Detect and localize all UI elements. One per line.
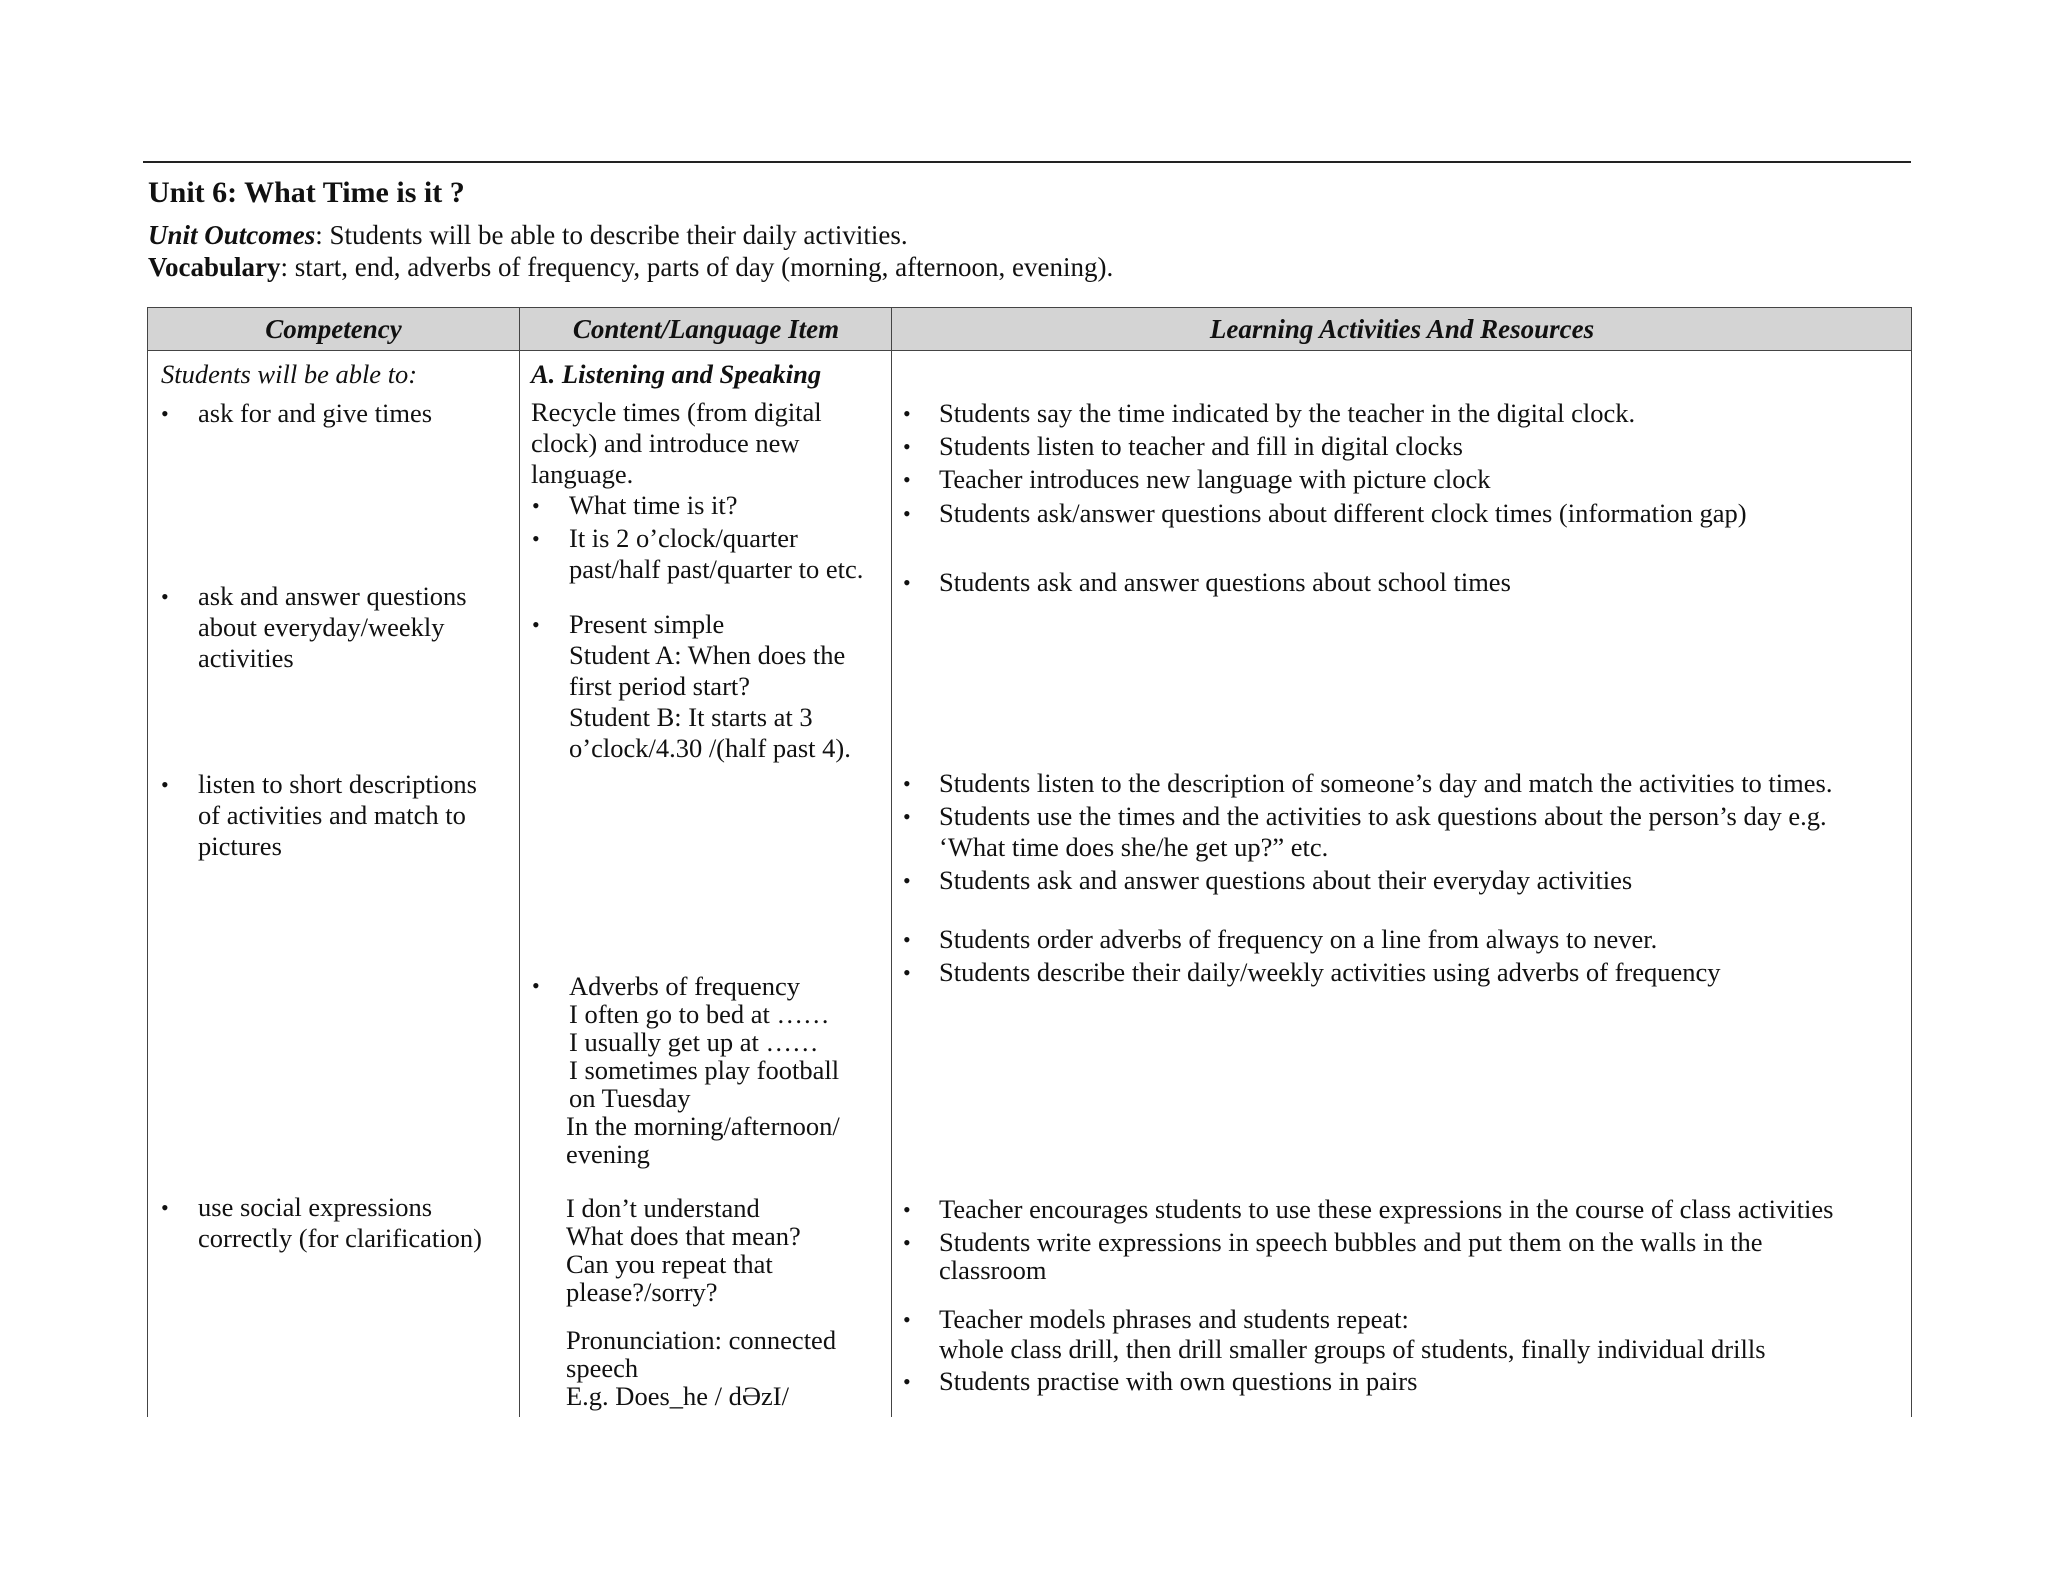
bullet: • <box>903 1197 911 1222</box>
vocab-label: Vocabulary <box>148 252 281 282</box>
competency-social-line1: use social expressions <box>198 1192 433 1222</box>
content-oclock-line2: past/half past/quarter to etc. <box>569 554 864 584</box>
competency-everyday-line1: ask and answer questions <box>198 581 467 611</box>
content-student-b-line2: o’clock/4.30 /(half past 4). <box>569 733 851 763</box>
bullet: • <box>532 493 540 518</box>
bullet: • <box>161 772 169 797</box>
bullet: • <box>903 1307 911 1332</box>
activity-speech-bubbles-line2: classroom <box>939 1255 1047 1285</box>
competency-listen-line1: listen to short descriptions <box>198 769 477 799</box>
bullet: • <box>903 570 911 595</box>
competency-listen-line3: pictures <box>198 831 282 861</box>
content-present-simple: Present simple <box>569 609 725 639</box>
bullet: • <box>903 868 911 893</box>
activity-order-adverbs: Students order adverbs of frequency on a line from always to never. <box>939 924 1658 954</box>
bullet: • <box>903 1369 911 1394</box>
header-competency: Competency <box>265 314 402 344</box>
bullet: • <box>903 1230 911 1255</box>
bullet: • <box>903 927 911 952</box>
unit-title: Unit 6: What Time is it ? <box>148 176 465 209</box>
activity-speech-bubbles-line1: Students write expressions in speech bubbles and put them on the walls in the <box>939 1227 1763 1257</box>
activity-say-time: Students say the time indicated by the teacher in the digital clock. <box>939 398 1636 428</box>
vocabulary <box>148 252 1113 283</box>
social-expr-line1: I don’t understand <box>566 1193 760 1223</box>
bullet: • <box>161 584 169 609</box>
activity-use-times-line1: Students use the times and the activities to ask questions about the person’s day e.g. <box>939 801 1827 831</box>
bullet: • <box>532 973 540 998</box>
top-rule <box>143 161 1911 163</box>
competency-listen-line2: of activities and match to <box>198 800 466 830</box>
activity-fill-clocks: Students listen to teacher and fill in digital clocks <box>939 431 1463 461</box>
content-oclock-line1: It is 2 o’clock/quarter <box>569 523 798 553</box>
competency-ask-give-times: ask for and give times <box>198 398 433 428</box>
column-divider-1 <box>519 307 520 1417</box>
bullet: • <box>903 960 911 985</box>
bullet: • <box>903 501 911 526</box>
content-adverbs-sometimes: I sometimes play football <box>569 1055 840 1085</box>
competency-everyday-line3: activities <box>198 643 294 673</box>
bullet: • <box>903 467 911 492</box>
bullet: • <box>903 434 911 459</box>
table-border-left <box>147 307 148 1417</box>
content-morning-line1: In the morning/afternoon/ <box>566 1111 840 1141</box>
social-expr-line2: What does that mean? <box>566 1221 801 1251</box>
content-morning-line2: evening <box>566 1139 650 1169</box>
curriculum-table <box>147 307 1912 1417</box>
competency-intro: Students will be able to: <box>161 359 418 389</box>
activity-school-times: Students ask and answer questions about school times <box>939 567 1511 597</box>
recycle-line1: Recycle times (from digital <box>531 397 822 427</box>
column-divider-2 <box>891 307 892 1417</box>
content-adverbs: Adverbs of frequency <box>569 971 801 1001</box>
content-student-a-line1: Student A: When does the <box>569 640 846 670</box>
social-expr-line3: Can you repeat that <box>566 1249 773 1279</box>
bullet: • <box>903 804 911 829</box>
activity-picture-clock: Teacher introduces new language with picture clock <box>939 464 1491 494</box>
activity-practise-pairs: Students practise with own questions in pairs <box>939 1366 1418 1396</box>
content-student-a-line2: first period start? <box>569 671 751 701</box>
social-expr-line4: please?/sorry? <box>566 1277 718 1307</box>
content-adverbs-often: I often go to bed at …… <box>569 999 830 1029</box>
activity-encourage-expressions: Teacher encourages students to use these expressions in the course of class activities <box>939 1194 1834 1224</box>
header-content: Content/Language Item <box>572 314 840 344</box>
activity-describe-weekly: Students describe their daily/weekly activities using adverbs of frequency <box>939 957 1721 987</box>
bullet: • <box>532 612 540 637</box>
bullet: • <box>903 401 911 426</box>
activity-models-phrases-line2: whole class drill, then drill smaller groups of students, finally individual drills <box>939 1334 1766 1364</box>
content-student-b-line1: Student B: It starts at 3 <box>569 702 813 732</box>
pronunciation-line2: speech <box>566 1353 639 1383</box>
activity-listen-description: Students listen to the description of someone’s day and match the activities to times. <box>939 768 1833 798</box>
outcomes-label: Unit Outcomes <box>148 220 316 250</box>
recycle-line3: language. <box>531 459 634 489</box>
pronunciation-line3: E.g. Does_he / dƏzI/ <box>566 1381 789 1411</box>
content-adverbs-usually: I usually get up at …… <box>569 1027 819 1057</box>
table-border-right <box>1911 307 1912 1417</box>
competency-everyday-line2: about everyday/weekly <box>198 612 445 642</box>
section-listening-speaking: A. Listening and Speaking <box>531 359 822 389</box>
outcomes-text: : Students will be able to describe their daily activities. <box>315 220 908 250</box>
bullet: • <box>161 401 169 426</box>
activity-information-gap: Students ask/answer questions about different clock times (information gap) <box>939 498 1747 528</box>
pronunciation-line1: Pronunciation: connected <box>566 1325 837 1355</box>
competency-social-line2: correctly (for clarification) <box>198 1223 482 1253</box>
header-activities: Learning Activities And Resources <box>1209 314 1595 344</box>
activity-everyday: Students ask and answer questions about their everyday activities <box>939 865 1633 895</box>
bullet: • <box>161 1195 169 1220</box>
bullet: • <box>532 526 540 551</box>
content-adverbs-tuesday: on Tuesday <box>569 1083 691 1113</box>
vocab-text: : start, end, adverbs of frequency, parts of day (morning, afternoon, evening). <box>280 252 1114 282</box>
activity-use-times-line2: ‘What time does she/he get up?” etc. <box>939 832 1329 862</box>
bullet: • <box>903 771 911 796</box>
recycle-line2: clock) and introduce new <box>531 428 800 458</box>
activity-models-phrases-line1: Teacher models phrases and students repeat: <box>939 1304 1409 1334</box>
unit-outcomes <box>148 220 908 251</box>
content-what-time: What time is it? <box>569 490 738 520</box>
